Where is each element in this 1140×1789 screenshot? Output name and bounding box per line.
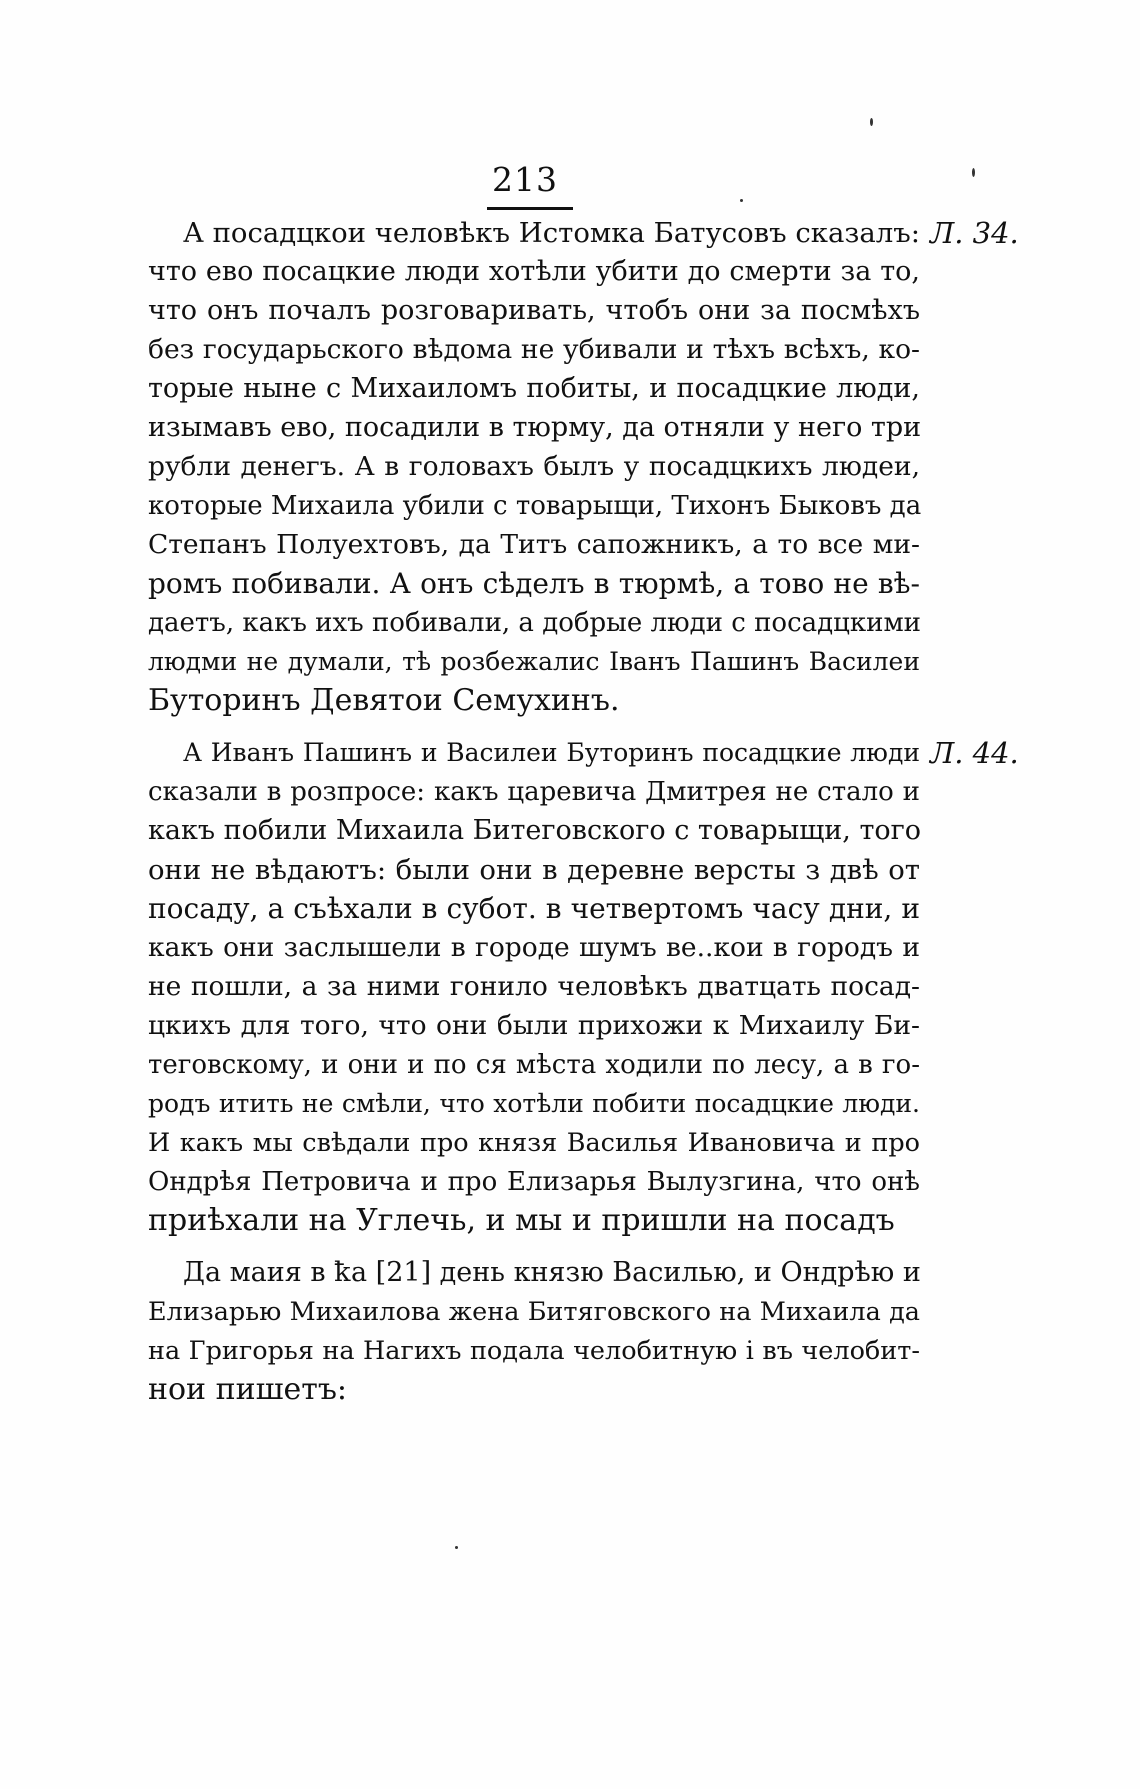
text-line: Буторинъ Девятои Семухинъ. [148,683,620,718]
text-line: Степанъ Полуехтовъ, да Титъ сапожникъ, а то все ми- [148,529,920,560]
text-line: они не вѣдаютъ: были они в деревне версты з двѣ от [148,854,920,886]
text-line: посаду, а съѣхали в субот. в четвертомъ часу дни, и [148,892,920,925]
text-line: сказали в розпросе: какъ царевича Дмитрея не стало и [148,777,920,807]
text-line: И какъ мы свѣдали про князя Василья Ивановича и про [148,1128,920,1158]
text-line: что онъ почалъ розговаривать, чтобъ они за посмѣхъ [148,295,920,326]
text-line: рубли денегъ. А в головахъ былъ у посадцкихъ людеи, [148,451,920,482]
marginal-note: Л. 34. [930,216,1019,250]
text-line: людми не думали, тѣ розбежалис Іванъ Пашинъ Василеи [148,647,920,676]
marginal-note: Л. 44. [930,736,1019,770]
text-line: Елизарью Михаилова жена Битяговского на Михаила да [148,1297,920,1327]
page-number: 213 [492,160,558,199]
page-number-rule [487,207,573,210]
text-line: не пошли, а за ними гонило человѣкъ дватцать посад- [148,971,920,1002]
text-line: А Иванъ Пашинъ и Василеи Буторинъ посадцкие люди [183,738,920,767]
text-line: ромъ побивали. А онъ сѣделъ в тюрмѣ, а тово не вѣ- [148,567,920,600]
scan-speck [972,168,975,177]
text-line: теговскому, и они и по ся мѣста ходили по лесу, а в го- [148,1050,920,1080]
text-line: Ондрѣя Петровича и про Елизарья Вылузгина, что онѣ [148,1167,920,1197]
text-line: А посадцкои человѣкъ Истомка Батусовъ сказалъ: [183,217,920,249]
text-line: что ево посацкие люди хотѣли убити до смерти за то, [148,256,920,287]
text-line: торые ныне с Михаиломъ побиты, и посадцкие люди, [148,373,920,404]
text-line: Да маия в ҟа [21] день князю Василью, и Ондрѣю и [183,1257,921,1288]
text-line: цкихъ для того, что они были прихожи к Михаилу Би- [148,1010,920,1041]
scan-speck [455,1546,458,1549]
text-line: изымавъ ево, посадили в тюрму, да отняли у него три [148,412,922,443]
text-line: родъ итить не смѣли, что хотѣли побити посадцкие люди. [148,1089,920,1118]
text-line: какъ побили Михаила Битеговского с товарыщи, того [148,815,922,846]
text-line: приѣхали на Углечь, и мы и пришли на посадъ [148,1203,895,1238]
text-line: какъ они заслышели в городе шумъ ве..кои в городъ и [148,932,920,963]
text-line: на Григорья на Нагихъ подала челобитную і въ челобит- [148,1336,920,1366]
text-line: без государьского вѣдома не убивали и тѣхъ всѣхъ, ко- [148,334,920,365]
text-line: нои пишетъ: [148,1372,348,1407]
text-line: даетъ, какъ ихъ побивали, а добрые люди с посадцкими [148,608,921,638]
scan-speck [870,118,873,126]
text-line: которые Михаила убили с товарыщи, Тихонъ Быковъ да [148,491,922,521]
scan-speck [740,199,743,202]
